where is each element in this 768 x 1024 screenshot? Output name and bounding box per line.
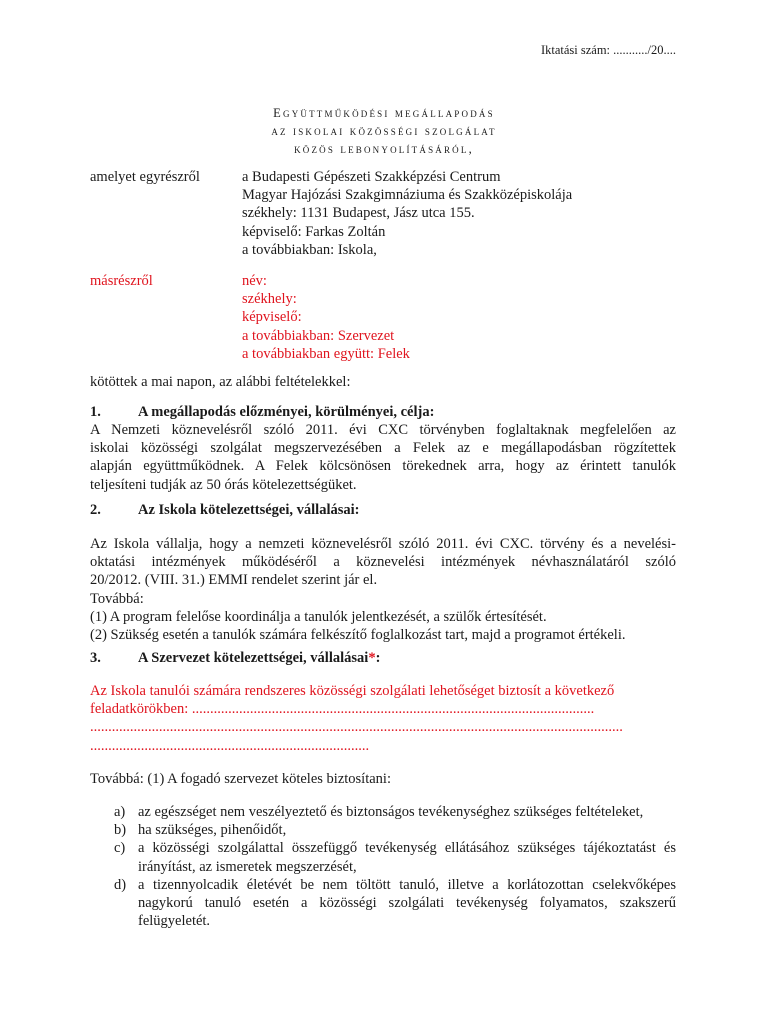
section-1-line: alapján együttműködnek. A Felek kölcsönösen törekednek arra, hogy az érintett tanulók: [90, 458, 676, 475]
section-1-body: [90, 421, 676, 494]
section-2-item: (1) A program felelőse koordinálja a tanulók jelentkezését, a szülők értesítését.: [90, 608, 547, 625]
section-3-task-block: [90, 682, 676, 755]
section-1-line: iskolai közösségi szolgálat megszervezésében a Felek az e megállapodásban rögzítettek: [90, 440, 676, 457]
party-two-details: [242, 272, 682, 363]
list-item-line: nagykorú tanuló esetén a közösségi szolgálati tevékenység folyamatos, szakszerű: [138, 895, 676, 912]
section-3-number: 3.: [90, 650, 101, 666]
obligations-list: [114, 803, 676, 930]
section-1-line: A Nemzeti köznevelésről szóló 2011. évi CXC törvényben foglaltaknak megfelelően az: [90, 422, 676, 438]
list-item: [114, 839, 676, 875]
list-item-line: az egészséget nem veszélyeztető és biztonságos tevékenységhez szükséges feltételeket,: [138, 804, 644, 820]
section-2-line: 20/2012. (VIII. 31.) EMMI rendelet szerint jár el.: [90, 572, 378, 589]
party-two-line: a továbbiakban együtt: Felek: [242, 345, 410, 362]
party-one-line: Magyar Hajózási Szakgimnáziuma és Szakközépiskolája: [242, 187, 573, 204]
section-2-body: [90, 535, 676, 644]
section-1-title: A megállapodás előzményei, körülményei, célja:: [138, 404, 435, 420]
title-line-3: közös lebonyolításáról,: [294, 142, 474, 156]
section-3-task-line: .............................................................................: [90, 737, 370, 754]
list-item-line: a közösségi szolgálattal összefüggő tevékenység ellátásához szükséges tájékoztatást és: [138, 840, 676, 857]
party-two-line: székhely:: [242, 291, 297, 308]
party-two-label: másrészről: [90, 273, 153, 289]
section-3-title-wrap: A Szervezet kötelezettségei, vállalásai*:: [138, 650, 381, 666]
section-3-further: Továbbá: (1) A fogadó szervezet köteles biztosítani:: [90, 771, 391, 787]
title-line-2: az iskolai közösségi szolgálat: [271, 124, 497, 138]
list-item: [114, 803, 676, 821]
section-2-line: oktatási intézmények működéséről a köznevelési intézmények névhasználatáról szóló: [90, 554, 676, 571]
list-marker: d): [114, 876, 127, 893]
section-1-number: 1.: [90, 404, 101, 420]
list-item: [114, 876, 676, 931]
section-2-number: 2.: [90, 502, 101, 518]
document-title: [0, 104, 768, 158]
section-2-further: Továbbá:: [90, 590, 144, 607]
asterisk-marker: *: [368, 650, 376, 666]
registration-number: Iktatási szám: .........../20....: [540, 43, 676, 57]
list-marker: a): [114, 804, 126, 820]
party-one-line: képviselő: Farkas Zoltán: [242, 223, 386, 240]
party-two-line: a továbbiakban: Szervezet: [242, 327, 395, 344]
list-item-line: irányítást, az ismeretek megszerzését,: [138, 858, 357, 875]
intro-text: kötöttek a mai napon, az alábbi feltételekkel:: [90, 374, 351, 390]
party-one-line: a Budapesti Gépészeti Szakképzési Centrum: [242, 169, 501, 185]
party-two-line: név:: [242, 273, 267, 289]
party-one-label: amelyet egyrészről: [90, 169, 200, 185]
section-2-title: Az Iskola kötelezettségei, vállalásai:: [138, 502, 360, 518]
section-2-line: Az Iskola vállalja, hogy a nemzeti köznevelésről szóló 2011. évi CXC. törvény és a nevelési-: [90, 536, 676, 552]
title-line-1: Együttműködési megállapodás: [273, 106, 495, 120]
list-item: [114, 821, 676, 839]
party-one-details: [242, 168, 682, 259]
section-1-line: teljesíteni tudják az 50 órás kötelezettségüket.: [90, 476, 357, 493]
list-marker: b): [114, 822, 127, 839]
party-one-line: a továbbiakban: Iskola,: [242, 241, 377, 258]
party-two-line: képviselő:: [242, 309, 302, 326]
section-2-item: (2) Szükség esetén a tanulók számára felkészítő foglalkozást tart, majd a programot értékeli.: [90, 627, 626, 644]
section-3-task-line: feladatkörökben: ...............................................................................................................: [90, 701, 595, 718]
party-one-line: székhely: 1131 Budapest, Jász utca 155.: [242, 205, 475, 222]
list-item-line: felügyeletét.: [138, 913, 211, 930]
list-marker: c): [114, 840, 126, 857]
list-item-line: ha szükséges, pihenőidőt,: [138, 822, 287, 839]
list-item-line: a tizennyolcadik életévét be nem töltött tanuló, illetve a korlátozottan cselekvőképes: [138, 876, 676, 893]
section-3-title: A Szervezet kötelezettségei, vállalásai: [138, 650, 369, 666]
section-3-task-line: Az Iskola tanulói számára rendszeres közösségi szolgálati lehetőséget biztosít a következő: [90, 683, 615, 699]
section-3-task-line: ...................................................................................................................................................: [90, 719, 623, 736]
